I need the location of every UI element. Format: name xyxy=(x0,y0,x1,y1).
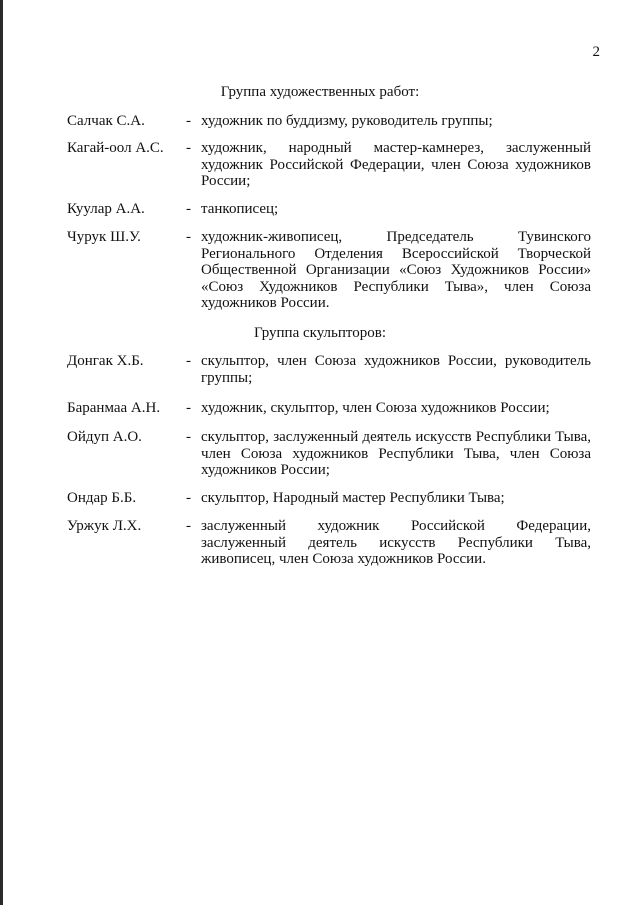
member-name: Салчак С.А. xyxy=(67,113,145,129)
description-line: художников России. xyxy=(201,295,330,311)
member-description xyxy=(201,400,591,417)
description-line: скульптор, заслуженный деятель искусств Республики Тыва, xyxy=(201,429,591,445)
description-line: России; xyxy=(201,173,251,189)
member-name: Баранмаа А.Н. xyxy=(67,400,161,416)
description-line: «Союз Художников Республики Тыва», член Союза xyxy=(201,278,591,295)
member-dash: - xyxy=(186,429,191,445)
description-line: танкописец; xyxy=(201,201,279,217)
description-line: заслуженный деятель искусств Республики Тыва, xyxy=(201,534,591,551)
description-line: художник-живописец, Председатель Тувинского xyxy=(201,229,591,245)
description-line: живописец, член Союза художников России. xyxy=(201,551,486,567)
member-dash: - xyxy=(186,490,191,506)
member-description xyxy=(201,113,591,130)
member-name: Кагай-оол А.С. xyxy=(67,140,164,156)
description-line: художник Российской Федерации, член Союза художников xyxy=(201,156,591,173)
page-edge xyxy=(0,0,3,905)
member-dash: - xyxy=(186,518,191,534)
description-line: художник, скульптор, член Союза художников России; xyxy=(201,400,550,416)
member-dash: - xyxy=(186,353,191,369)
description-line: заслуженный художник Российской Федерации, xyxy=(201,518,591,534)
member-dash: - xyxy=(186,140,191,156)
member-name: Уржук Л.Х. xyxy=(67,518,142,534)
description-line: художников России; xyxy=(201,462,330,478)
member-name: Донгак Х.Б. xyxy=(67,353,144,369)
description-line: группы; xyxy=(201,369,253,386)
description-line: скульптор, Народный мастер Республики Тыва; xyxy=(201,490,505,506)
member-description xyxy=(201,490,591,507)
page-number: 2 xyxy=(592,44,600,60)
member-description xyxy=(201,229,591,312)
member-name: Ондар Б.Б. xyxy=(67,490,137,506)
member-dash: - xyxy=(186,113,191,129)
member-name: Куулар А.А. xyxy=(67,201,145,217)
description-line: Общественной Организации «Союз Художников России» xyxy=(201,262,591,278)
description-line: Регионального Отделения Всероссийской Творческой xyxy=(201,245,591,262)
member-description xyxy=(201,201,591,218)
member-dash: - xyxy=(186,229,191,245)
group-heading-sculptors: Группа скульпторов: xyxy=(253,325,387,341)
description-line: член Союза художников Республики Тыва, член Союза xyxy=(201,445,591,462)
member-dash: - xyxy=(186,201,191,217)
member-description xyxy=(201,429,591,479)
description-line: художник, народный мастер-камнерез, заслуженный xyxy=(201,140,591,156)
description-line: скульптор, член Союза художников России, руководитель xyxy=(201,353,591,369)
member-name: Ойдуп А.О. xyxy=(67,429,142,445)
description-line: художник по буддизму, руководитель группы; xyxy=(201,113,493,129)
member-description xyxy=(201,518,591,568)
member-description xyxy=(201,140,591,190)
group-heading-art: Группа художественных работ: xyxy=(220,84,420,100)
member-name: Чурук Ш.У. xyxy=(67,229,141,245)
member-description xyxy=(201,353,591,386)
member-dash: - xyxy=(186,400,191,416)
